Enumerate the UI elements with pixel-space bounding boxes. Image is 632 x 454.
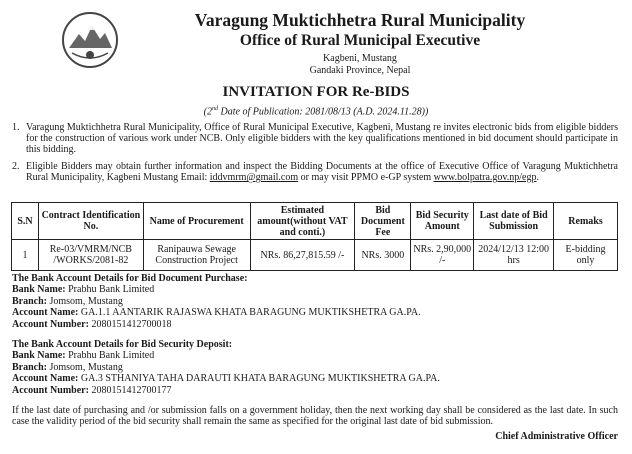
branch-value: Jomsom, Mustang xyxy=(47,361,123,373)
branch-line xyxy=(12,362,618,373)
holiday-note: If the last date of purchasing and /or submission falls on a government holiday, then the next working day shall be considered as the last date. In such case the validity period of the bid security shall remain the same as specified for the original last date of bid submission. xyxy=(12,405,618,428)
paragraph-text-a: Eligible Bidders may obtain further information and inspect the Bidding Documents at the office of Executive Office of Varagung Muktichhetra Rural Municipality, Kagbeni Mustang Email: xyxy=(26,161,618,184)
paragraph-2 xyxy=(12,161,618,183)
branch-label: Branch: xyxy=(12,295,47,307)
column-header: Last date of Bid Submission xyxy=(474,203,554,240)
branch-label: Branch: xyxy=(12,361,47,373)
cell-estimated-amount: NRs. 86,27,815.59 /- xyxy=(250,240,355,271)
paragraph-number: 1. xyxy=(12,122,20,133)
email-link[interactable]: iddvmrm@gmail.com xyxy=(209,172,299,184)
paragraph-text-b: or may visit PPMO e-GP system xyxy=(298,172,434,184)
office-name: Office of Rural Municipal Executive xyxy=(239,32,481,49)
bank-heading: The Bank Account Details for Bid Security Deposit: xyxy=(12,339,233,350)
column-header: Name of Procurement xyxy=(143,203,250,240)
org-name: Varagung Muktichhetra Rural Municipality xyxy=(194,10,526,30)
branch-line xyxy=(12,296,618,307)
cell-procurement-name: Ranipauwa Sewage Construction Project xyxy=(143,240,250,271)
account-number-label: Account Number: xyxy=(12,318,89,330)
account-number-value: 2080151412700018 xyxy=(88,318,172,330)
paragraph-text xyxy=(26,161,618,183)
account-number-line xyxy=(12,319,618,330)
paragraph-text: Varagung Muktichhetra Rural Municipality, Office of Rural Municipal Executive, Kagbeni, Mustang re invites electronic bids from eligible bidders for the construction of various work under NCB. Only eligible bidders with the key qualifications mentioned in bid document should participate in this bidding. xyxy=(26,122,618,156)
egp-link[interactable]: www.bolpatra.gov.np/egp xyxy=(433,172,537,184)
cell-deadline: 2024/12/13 12:00 hrs xyxy=(474,240,554,271)
bank-details-security xyxy=(12,339,618,396)
pub-prefix: (2 xyxy=(203,106,212,118)
cell-bid-security: NRs. 2,90,000 /- xyxy=(411,240,474,271)
paragraph-text-c: . xyxy=(536,172,539,184)
branch-value: Jomsom, Mustang xyxy=(47,295,123,307)
notice-title: INVITATION FOR Re-BIDS xyxy=(222,84,410,100)
table-header-row xyxy=(12,203,618,240)
account-name-value: GA.3 STHANIYA TAHA DARAUTI KHATA BARAGUNG MUKTIKSHETRA GA.PA. xyxy=(78,373,440,385)
signatory: Chief Administrative Officer xyxy=(495,431,618,442)
bank-details-purchase xyxy=(12,273,618,330)
bids-table xyxy=(11,202,618,271)
pub-rest: Date of Publication: 2081/08/13 (A.D. 2024.11.28)) xyxy=(218,106,429,118)
address-line-2: Gandaki Province, Nepal xyxy=(309,65,411,76)
bank-name-line xyxy=(12,350,618,361)
bank-name-value: Prabhu Bank Limited xyxy=(65,350,155,362)
cell-sn: 1 xyxy=(12,240,39,271)
cell-contract-id: Re-03/VMRM/NCB /WORKS/2081-82 xyxy=(38,240,143,271)
bank-heading: The Bank Account Details for Bid Document Purchase: xyxy=(12,273,248,284)
cell-remarks: E-bidding only xyxy=(554,240,618,271)
header xyxy=(0,4,632,84)
bank-name-label: Bank Name: xyxy=(12,284,66,296)
pub-ordinal: nd xyxy=(212,106,218,112)
account-number-label: Account Number: xyxy=(12,384,89,396)
publication-date xyxy=(0,106,632,117)
account-name-value: GA.1.1 AANTARIK RAJASWA KHATA BARAGUNG MUKTIKSHETRA GA.PA. xyxy=(78,307,421,319)
cell-document-fee: NRs. 3000 xyxy=(355,240,411,271)
column-header: Bid Document Fee xyxy=(355,203,411,240)
column-header: S.N xyxy=(12,203,39,240)
account-number-line xyxy=(12,385,618,396)
column-header: Remaks xyxy=(554,203,618,240)
address-line-1: Kagbeni, Mustang xyxy=(323,53,397,64)
bank-name-label: Bank Name: xyxy=(12,350,66,362)
column-header: Bid Security Amount xyxy=(411,203,474,240)
account-name-line xyxy=(12,307,618,318)
paragraph-number: 2. xyxy=(12,161,20,172)
account-name-label: Account Name: xyxy=(12,373,79,385)
account-number-value: 2080151412700177 xyxy=(88,384,172,396)
table-row xyxy=(12,240,618,271)
account-name-label: Account Name: xyxy=(12,307,79,319)
bank-name-value: Prabhu Bank Limited xyxy=(65,284,155,296)
column-header: Contract Identification No. xyxy=(38,203,143,240)
account-name-line xyxy=(12,373,618,384)
bank-name-line xyxy=(12,284,618,295)
paragraph-1 xyxy=(12,122,618,156)
column-header: Estimated amount(without VAT and conti.) xyxy=(250,203,355,240)
